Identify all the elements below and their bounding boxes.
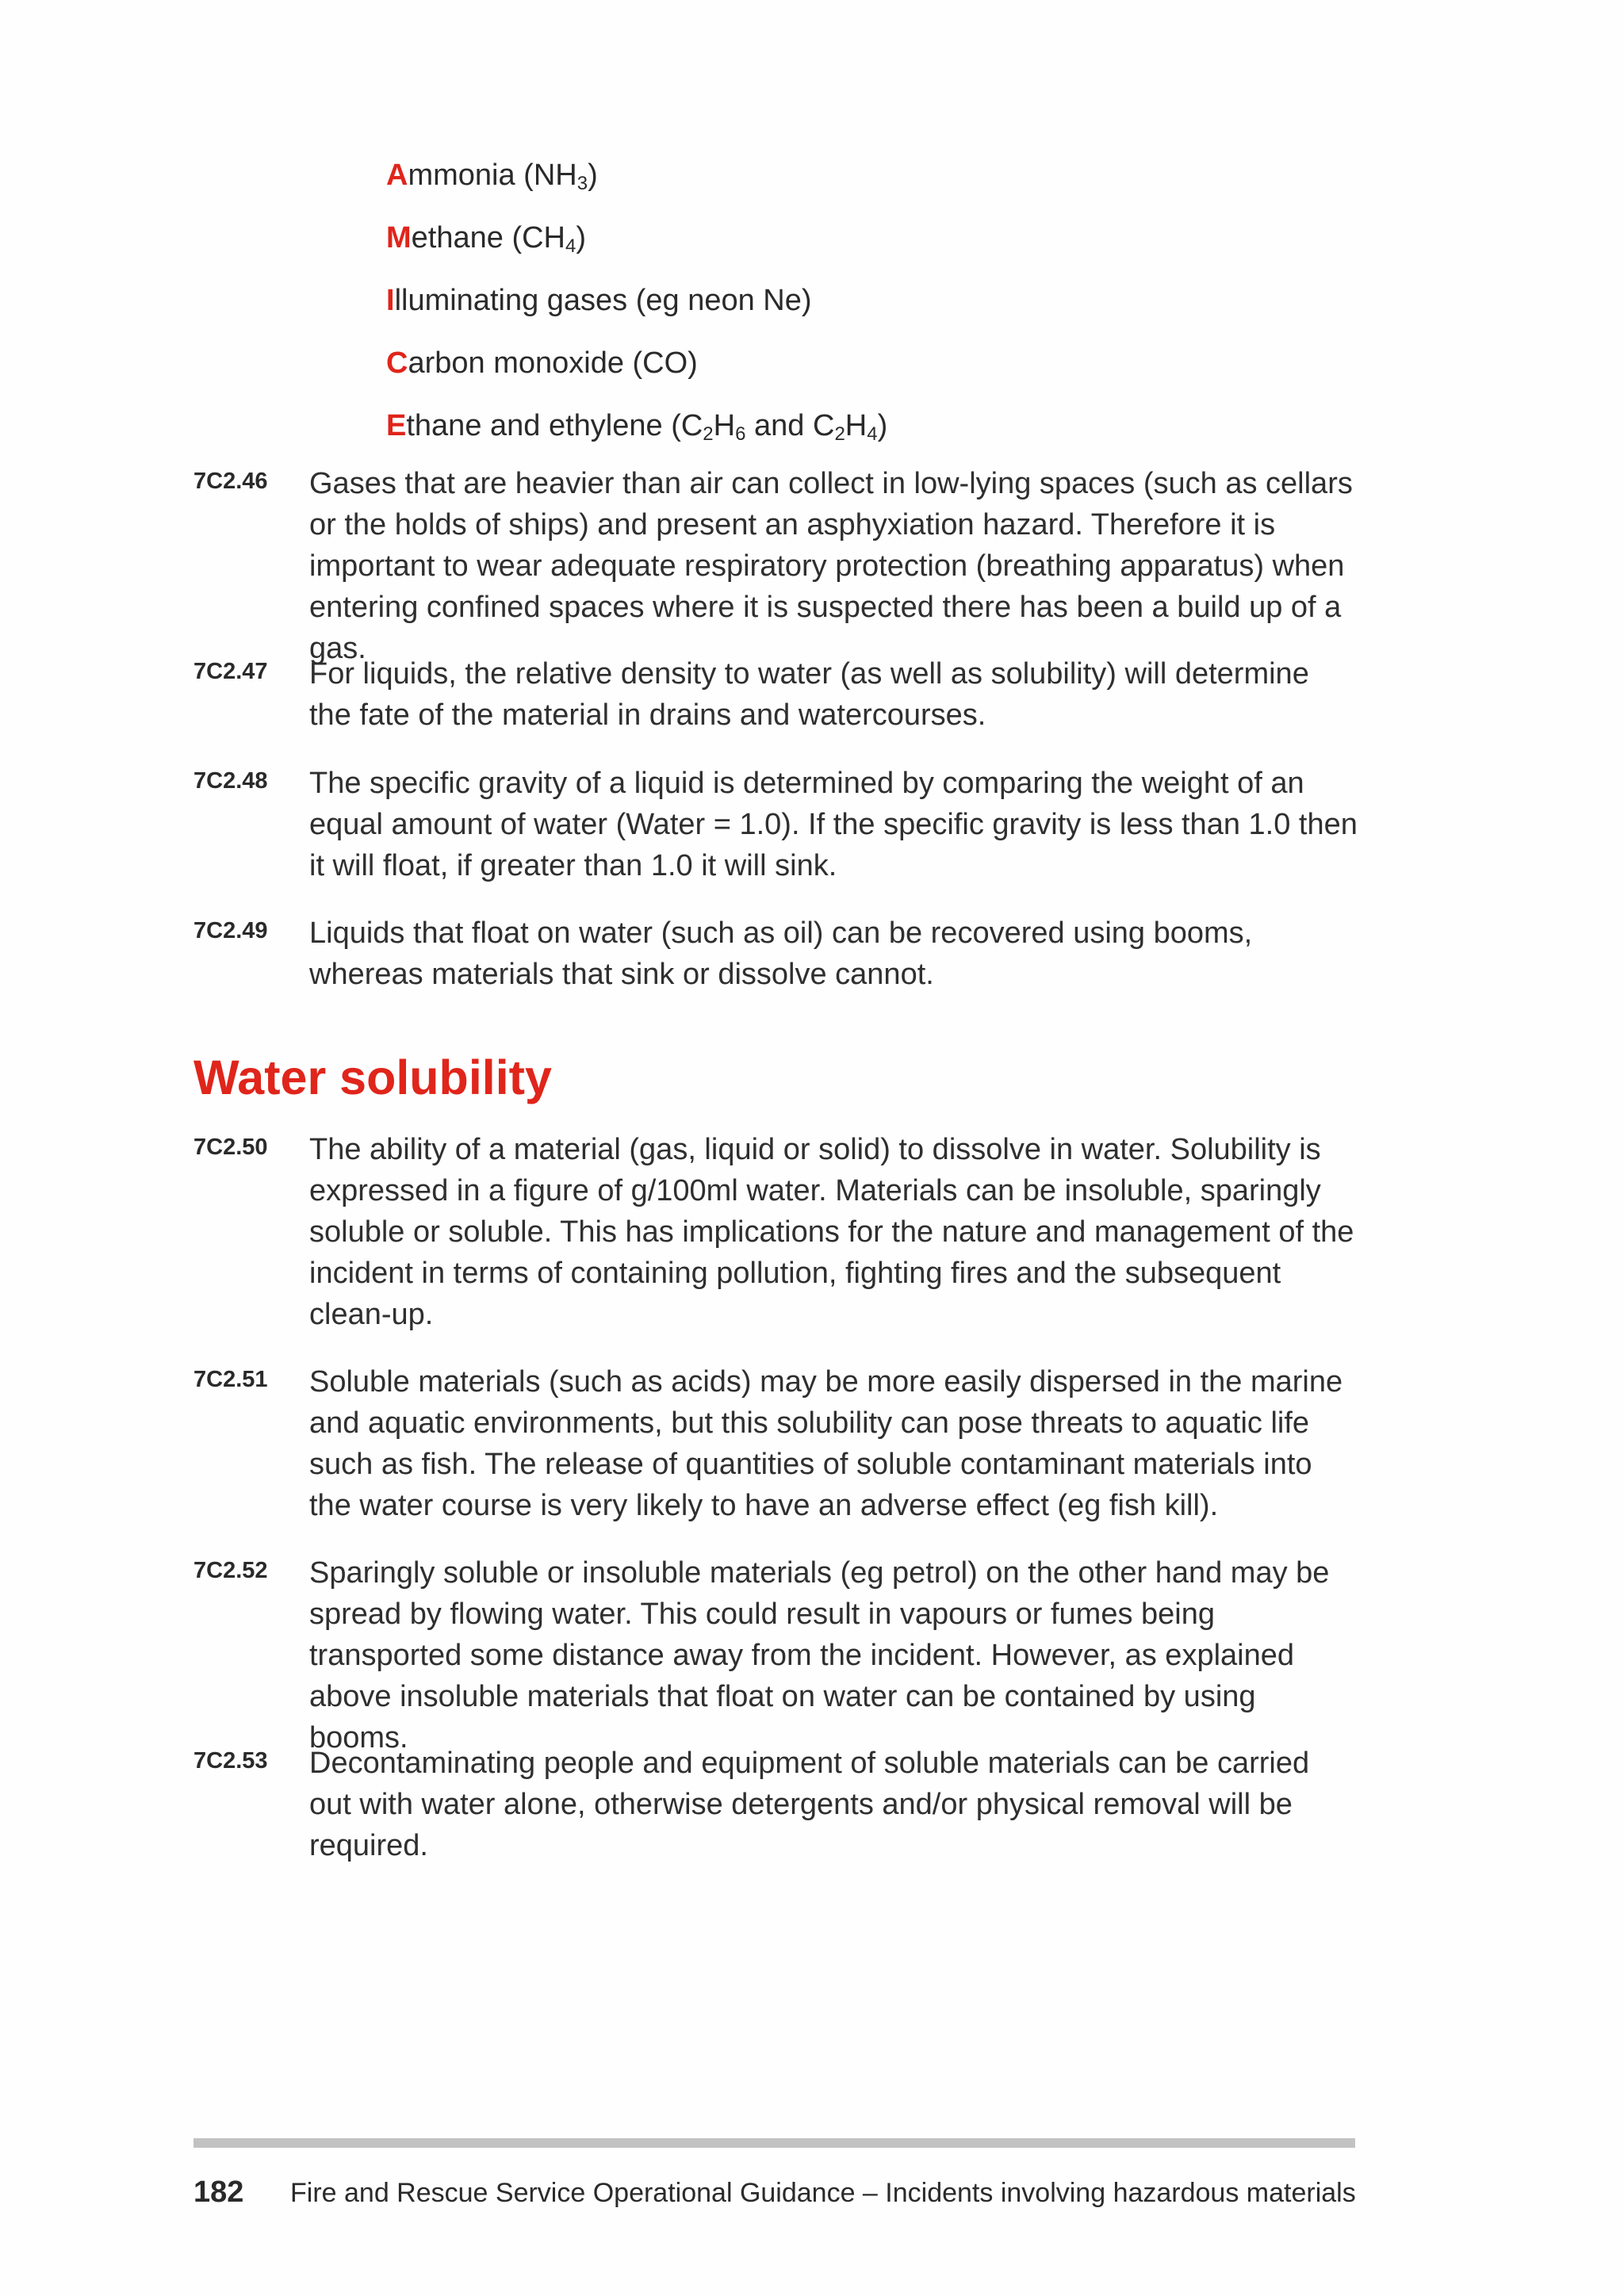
mnemonic-text: H: [713, 409, 736, 442]
section-heading: Water solubility: [193, 1050, 552, 1104]
paragraph-number: 7C2.46: [193, 469, 268, 494]
paragraph-number: 7C2.53: [193, 1748, 268, 1774]
paragraph-text: The specific gravity of a liquid is determined by comparing the weight of an equal amount of water (Water = 1.0). If the specific gravity is less than 1.0 then it will float, if greater than 1.0 it will sink.: [309, 767, 1358, 882]
paragraph-number: 7C2.51: [193, 1367, 268, 1392]
mnemonic-initial: E: [386, 409, 407, 442]
paragraph-text: Liquids that float on water (such as oil) can be recovered using booms, whereas materials that sink or dissolve cannot.: [309, 916, 1253, 991]
mnemonic-text: ): [877, 409, 888, 442]
mnemonic-initial: A: [386, 159, 408, 192]
paragraph-number: 7C2.48: [193, 768, 268, 794]
footer-rule: [193, 2138, 1355, 2148]
mnemonic-text: arbon monoxide (CO): [408, 346, 698, 380]
mnemonic-item-carbon-monoxide: [386, 332, 887, 395]
mnemonic-initial: C: [386, 346, 408, 380]
subscript: 4: [565, 235, 576, 257]
mnemonic-item-ammonia: [386, 144, 887, 207]
paragraph-7c2-48: [193, 763, 1359, 886]
subscript: 6: [735, 423, 746, 445]
subscript: 3: [576, 173, 588, 194]
paragraph-7c2-53: [193, 1743, 1359, 1866]
paragraph-number: 7C2.52: [193, 1558, 268, 1583]
mnemonic-text: ): [588, 159, 598, 192]
paragraph-text: Gases that are heavier than air can collect in low-lying spaces (such as cellars or the holds of ships) and present an asphyxiation hazard. Therefore it is important to wear adequate respiratory protection (breathing apparatus) when entering confined spaces where it is suspected there has been a build up of a gas.: [309, 467, 1353, 665]
paragraph-text: Sparingly soluble or insoluble materials (eg petrol) on the other hand may be spread by flowing water. This could result in vapours or fumes being transported some distance away from the incident. However, as explained above insoluble materials that float on water can be contained by using booms.: [309, 1556, 1330, 1755]
paragraph-text: Decontaminating people and equipment of soluble materials can be carried out with water alone, otherwise detergents and/or physical removal will be required.: [309, 1747, 1310, 1862]
mnemonic-text: ethane (CH: [411, 221, 565, 254]
subscript: 4: [867, 423, 878, 445]
mnemonic-text: H: [845, 409, 868, 442]
paragraph-7c2-47: [193, 653, 1359, 736]
subscript: 2: [834, 423, 845, 445]
paragraph-7c2-51: [193, 1361, 1359, 1526]
footer-title: Fire and Rescue Service Operational Guidance – Incidents involving hazardous materials: [290, 2178, 1356, 2208]
paragraph-text: Soluble materials (such as acids) may be more easily dispersed in the marine and aquatic environments, but this solubility can pose threats to aquatic life such as fish. The release of quantities of soluble contaminant materials into the water course is very likely to have an adverse effect (eg fish kill).: [309, 1365, 1343, 1522]
paragraph-7c2-50: [193, 1129, 1359, 1335]
mnemonic-item-ethane: [386, 395, 887, 457]
mnemonic-text: mmonia (NH: [408, 159, 577, 192]
mnemonic-text: ): [576, 221, 586, 254]
mnemonic-text: lluminating gases (eg neon Ne): [394, 284, 812, 317]
mnemonic-initial: M: [386, 221, 412, 254]
mnemonic-item-methane: [386, 207, 887, 270]
paragraph-number: 7C2.47: [193, 659, 268, 684]
mnemonic-initial: I: [386, 284, 395, 317]
paragraph-number: 7C2.49: [193, 918, 268, 943]
paragraph-text: The ability of a material (gas, liquid or solid) to dissolve in water. Solubility is expressed in a figure of g/100ml water. Materials can be insoluble, sparingly soluble or soluble. This has implications for the nature and management of the incident in terms of containing pollution, fighting fires and the subsequent clean-up.: [309, 1133, 1354, 1331]
paragraph-text: For liquids, the relative density to water (as well as solubility) will determine the fate of the material in drains and watercourses.: [309, 657, 1309, 732]
paragraph-7c2-46: [193, 463, 1359, 669]
page-number: 182: [193, 2175, 244, 2209]
paragraph-number: 7C2.50: [193, 1135, 268, 1160]
mnemonic-list: [386, 144, 887, 457]
mnemonic-text: and C: [745, 409, 835, 442]
paragraph-7c2-49: [193, 913, 1359, 995]
paragraph-7c2-52: [193, 1552, 1359, 1758]
subscript: 2: [703, 423, 714, 445]
mnemonic-text: thane and ethylene (C: [406, 409, 703, 442]
mnemonic-item-illuminating: [386, 270, 887, 332]
